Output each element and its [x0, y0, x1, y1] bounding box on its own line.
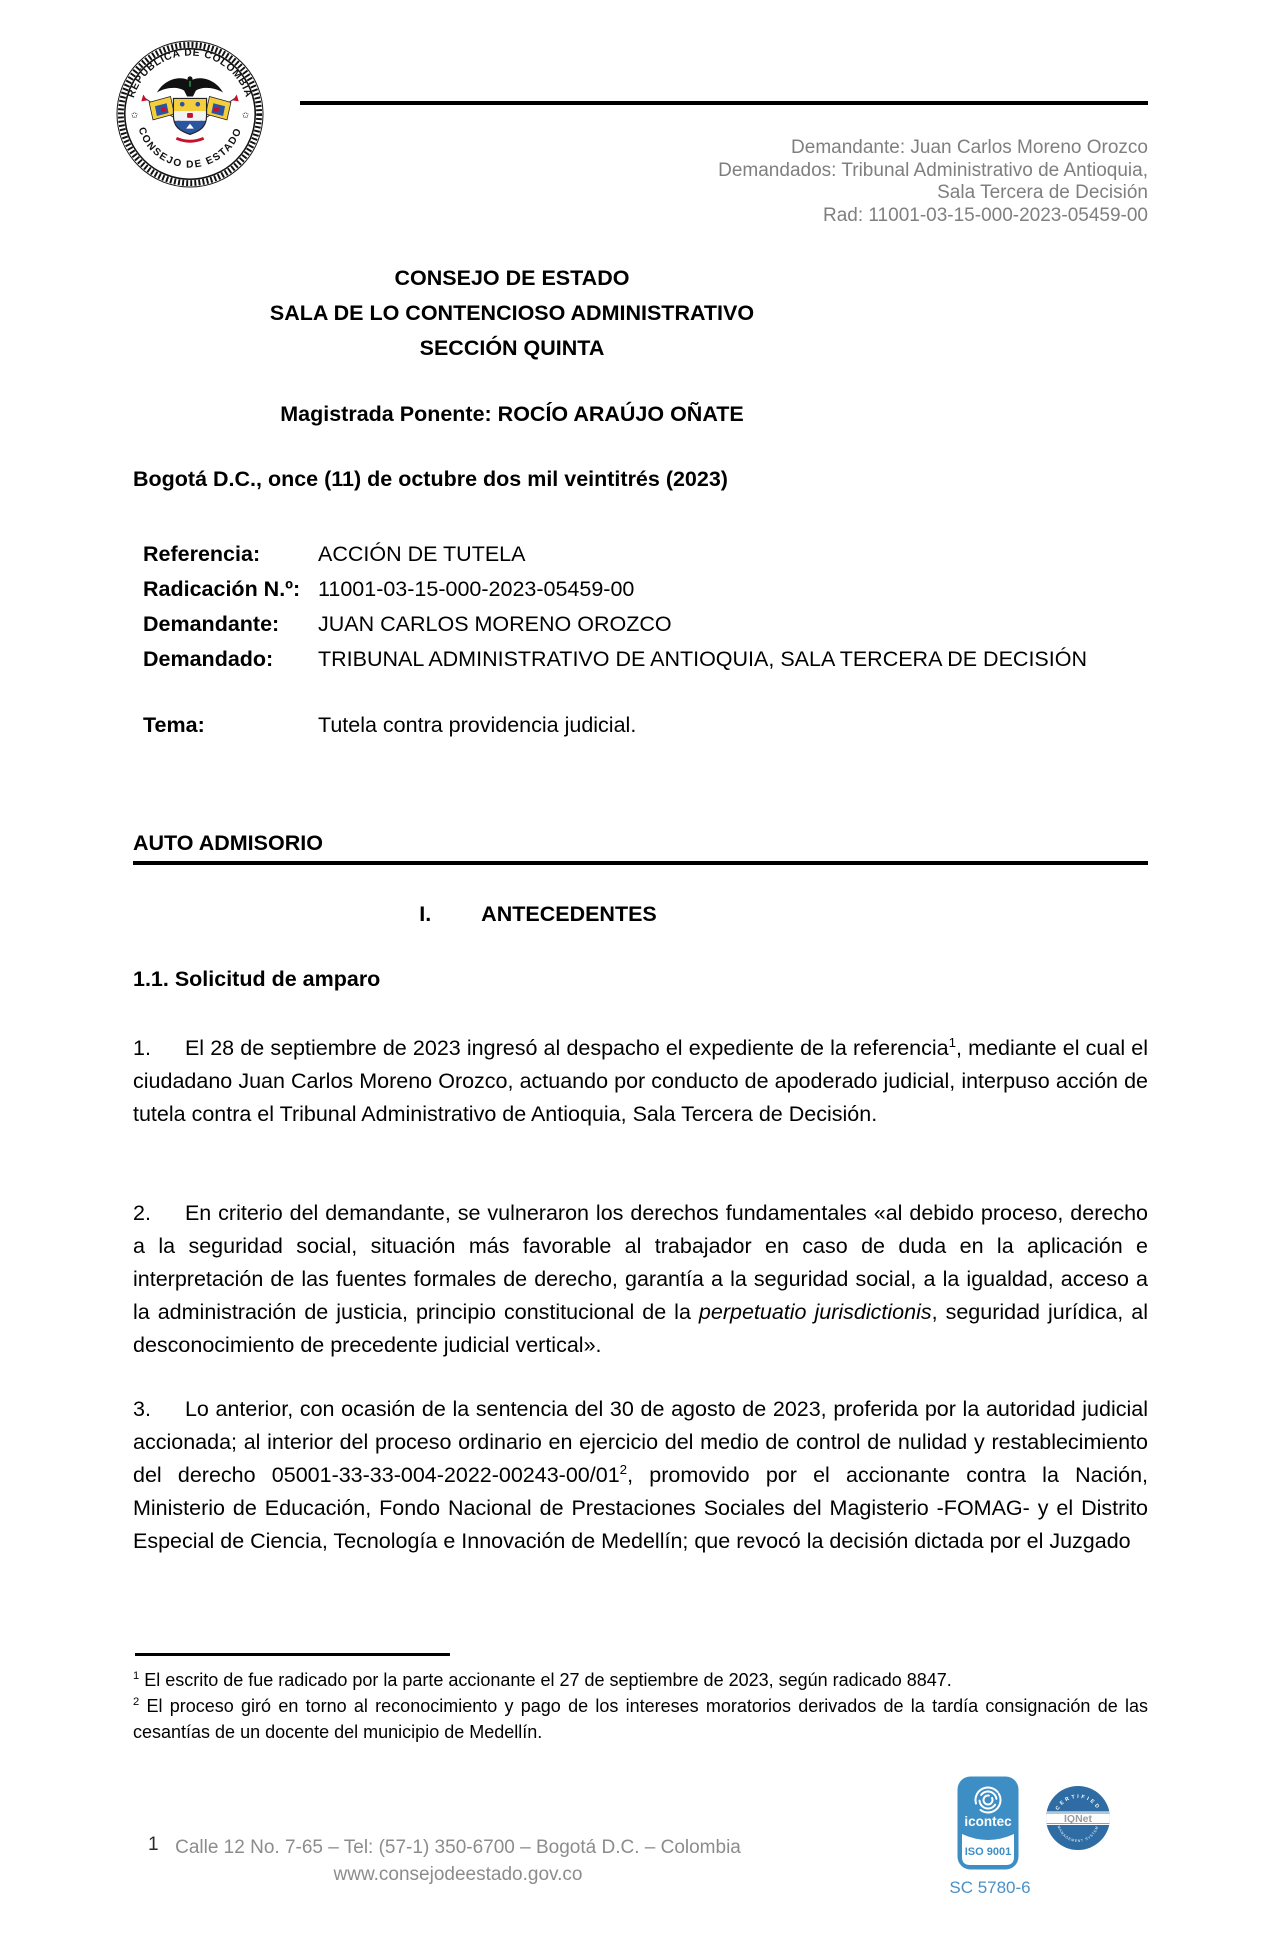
paragraph-text: , seguridad jurídica, al desconocimiento de precedente judicial vertical».	[133, 1300, 1149, 1357]
icontec-brand-text: icontec	[964, 1814, 1012, 1829]
paragraph-1	[133, 1032, 1148, 1131]
reference-table	[143, 537, 1153, 743]
reference-label: Tema:	[143, 713, 205, 737]
footnote-number: 1	[133, 1670, 140, 1682]
reference-row	[143, 572, 1153, 607]
case-header-info	[718, 137, 1148, 227]
iqnet-management-text: MANAGEMENT SYSTEM	[1056, 1825, 1100, 1844]
paragraph-text: El 28 de septiembre de 2023 ingresó al despacho el expediente de la referencia	[184, 1036, 949, 1060]
header-rule	[300, 101, 1148, 105]
seal-right-star-icon: ✩	[241, 109, 250, 120]
auto-admisorio-heading: AUTO ADMISORIO	[133, 831, 1148, 865]
paragraph-number: 3.	[133, 1397, 151, 1421]
footnote	[133, 1693, 1148, 1745]
footnote-text: El escrito de fue radicado por la parte accionante el 27 de septiembre de 2023, según radicado 8847.	[139, 1670, 952, 1690]
paragraph-number: 2.	[133, 1201, 151, 1225]
reference-row	[143, 537, 1153, 572]
footnote-number: 2	[133, 1696, 140, 1708]
footnote-text: El proceso giró en torno al reconocimiento y pago de los intereses moratorios derivados de la tardía consignación de las cesantías de un docente del municipio de Medellín.	[133, 1696, 1148, 1742]
icontec-certificate-code: SC 5780-6	[949, 1878, 1031, 1897]
footer-address: Calle 12 No. 7-65 – Tel: (57-1) 350-6700 – Bogotá D.C. – Colombia	[175, 1837, 741, 1858]
footnote-marker: 1	[948, 1034, 957, 1050]
iqnet-logo-icon	[1045, 1785, 1111, 1851]
paragraph-text: , promovido por el accionante contra la Nación, Ministerio de Educación, Fondo Nacional de Prestaciones Sociales del Magisterio -FOMAG- y el Distrito Especial de Ciencia, Tecnología e Innovación de Medellín; que revocó la decisión dictada por el Juzgado	[133, 1463, 1149, 1553]
court-title	[133, 261, 891, 366]
reference-label: Demandante:	[143, 612, 280, 636]
paragraph-text: En criterio del demandante, se vulneraron los derechos fundamentales «al debido proceso, derecho a la seguridad social, situación más favorable al trabajador en caso de duda en la aplicación e interpretación de las fuentes formales de derecho, garantía a la seguridad social, a la igualdad, acceso a la administración de justicia, principio constitucional de la	[133, 1201, 1148, 1324]
reference-value: ACCIÓN DE TUTELA	[318, 542, 526, 566]
paragraph-2	[133, 1197, 1148, 1362]
footnote-separator	[135, 1653, 450, 1656]
reference-label: Radicación N.º:	[143, 577, 301, 601]
paragraph-3	[133, 1393, 1148, 1558]
icontec-logo-icon	[957, 1776, 1019, 1870]
footnote-marker: 2	[619, 1461, 628, 1477]
paragraph-text: Lo anterior, con ocasión de la sentencia del 30 de agosto de 2023, proferida por la autoridad judicial accionada; al interior del proceso ordinario en ejercicio del medio de control de nulidad y restablecimiento del derecho 05001-33-33-004-2022-00243-00/01	[133, 1397, 1148, 1487]
paragraph-text: , mediante el cual el ciudadano Juan Carlos Moreno Orozco, actuando por conducto de apoderado judicial, interpuso acción de tutela contra el Tribunal Administrativo de Antioquia, Sala Tercera de Decisión.	[133, 1036, 1148, 1126]
reference-row	[143, 708, 1153, 743]
header-demandante: Demandante: Juan Carlos Moreno Orozco	[791, 137, 1148, 158]
reference-value: Tutela contra providencia judicial.	[318, 713, 637, 737]
reference-value: JUAN CARLOS MORENO OROZCO	[318, 612, 672, 636]
reference-value: 11001-03-15-000-2023-05459-00	[318, 577, 635, 601]
antecedentes-heading	[133, 902, 943, 927]
iqnet-certified-text: CERTIFIED	[1054, 1793, 1102, 1812]
italic-text: perpetuatio jurisdictionis	[698, 1300, 932, 1324]
footnote	[133, 1667, 1148, 1693]
city-date-line: Bogotá D.C., once (11) de octubre dos mil veintitrés (2023)	[133, 467, 728, 491]
reference-value: TRIBUNAL ADMINISTRATIVO DE ANTIOQUIA, SALA TERCERA DE DECISIÓN	[318, 647, 1087, 671]
footer-website: www.consejodeestado.gov.co	[333, 1864, 583, 1885]
seal-top-text: REPÚBLICA DE COLOMBIA	[126, 47, 254, 100]
footnotes	[133, 1667, 1148, 1745]
solicitud-subheading: 1.1. Solicitud de amparo	[133, 967, 381, 991]
antecedentes-number: I.	[419, 902, 432, 926]
header-rad: Rad: 11001-03-15-000-2023-05459-00	[822, 204, 1148, 226]
iqnet-brand-text: IQNet	[1063, 1812, 1093, 1825]
page-number: 1	[148, 1834, 159, 1855]
reference-label: Demandado:	[143, 647, 274, 671]
title-line-1: CONSEJO DE ESTADO	[394, 266, 630, 290]
footer-address-block	[133, 1834, 783, 1888]
header-demandados: Demandados: Tribunal Administrativo de Antioquia,	[718, 159, 1148, 181]
seal-bottom-text: CONSEJO DE ESTADO	[135, 125, 245, 171]
title-line-2: SALA DE LO CONTENCIOSO ADMINISTRATIVO	[269, 301, 755, 325]
icontec-iso-text: ISO 9001	[964, 1846, 1012, 1858]
reference-row	[143, 607, 1153, 642]
title-line-3: SECCIÓN QUINTA	[419, 336, 605, 360]
consejo-de-estado-seal-icon	[116, 40, 264, 188]
header-sala: Sala Tercera de Decisión	[937, 182, 1148, 203]
paragraph-number: 1.	[133, 1036, 151, 1060]
antecedentes-title: ANTECEDENTES	[481, 902, 657, 926]
seal-left-star-icon: ✩	[130, 109, 139, 120]
reference-label: Referencia:	[143, 542, 261, 566]
reference-row	[143, 642, 1153, 677]
magistrada-ponente: Magistrada Ponente: ROCÍO ARAÚJO OÑATE	[280, 402, 744, 426]
